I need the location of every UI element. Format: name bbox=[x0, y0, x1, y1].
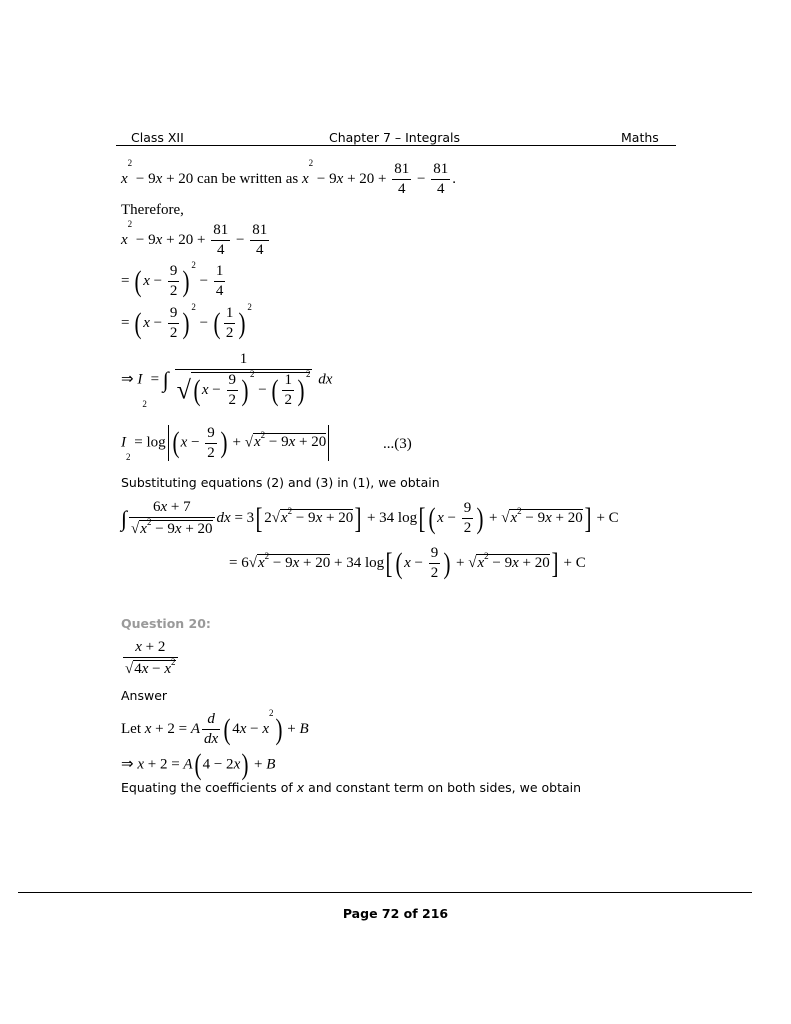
math-line-1-text: can be written as bbox=[197, 170, 299, 187]
equation-ref-3: ...(3) bbox=[383, 436, 412, 452]
math-line-9: Let x + 2 = A $\frac{d}{dx}$ ( $4x - x^2) + B$ bbox=[121, 708, 309, 747]
math-line-8: = $6√x^2 - 9x + 20 + 34$ log[ ( x − $\frac{9}{2}$ ) + $√x^2 - 9x + 20] + C$ bbox=[229, 545, 586, 581]
math-line-1: $x^2 - 9x + 20$ can be written as $x^2 - 9x + 20$ + $\frac{81}{4}$ − $\frac{81}{4}$ . bbox=[121, 158, 456, 197]
math-line-5: ⇒ $I_2$ = ∫ 1 √( x − $\frac{9}{2}$ ) $^2$ − ( $\frac{1}{2}$ ) $^2$ dx bbox=[121, 351, 333, 409]
equating-text bbox=[121, 780, 581, 795]
page-number: Page 72 of 216 bbox=[342, 906, 449, 921]
math-line-10: ⇒ x + 2 = A( 4 − 2x) + B bbox=[121, 748, 276, 781]
question-label: Question 20: bbox=[121, 616, 211, 631]
header-subject: Maths bbox=[621, 130, 659, 145]
equating-text-pre: Equating the coefficients of bbox=[121, 780, 297, 795]
equating-text-var: x bbox=[296, 780, 305, 795]
math-line-3: = ( x − $\frac{9}{2}$ ) $^2$ − $\frac{1}{4}$ bbox=[121, 260, 224, 299]
answer-label: Answer bbox=[121, 688, 168, 703]
header-class: Class XII bbox=[131, 130, 184, 145]
footer-rule bbox=[18, 892, 752, 893]
math-line-7: ∫ $\frac{6x + 7}{√x^2 - 9x + 20}$ dx = 3[ $2√x^2 - 9x + 20] + 34$ log[ ( x − $\frac{9}{2}$ ) + $√x^2 - 9x + 20] + C$ bbox=[121, 499, 619, 537]
math-line-6: $I_2 = \log$ ( x − $\frac{9}{2}$ ) + $√x^2 - 9x + 20$ bbox=[121, 425, 331, 461]
therefore-text: Therefore, bbox=[121, 202, 184, 218]
math-line-4: = ( x − $\frac{9}{2}$ ) $^2$ − ( $\frac{1}{2}$ ) $^2$ bbox=[121, 302, 252, 341]
substituting-text: Substituting equations (2) and (3) in (1), we obtain bbox=[121, 475, 440, 490]
equating-text-post: and constant term on both sides, we obtain bbox=[304, 780, 582, 795]
question-expression: $\frac{x + 2}{√4x - x^2}$ bbox=[125, 639, 176, 677]
math-line-2: $x^2 - 9x + 20$ + $\frac{81}{4}$ − $\frac{81}{4}$ bbox=[121, 219, 268, 258]
header-rule bbox=[116, 145, 676, 146]
header-chapter: Chapter 7 – Integrals bbox=[329, 130, 461, 145]
